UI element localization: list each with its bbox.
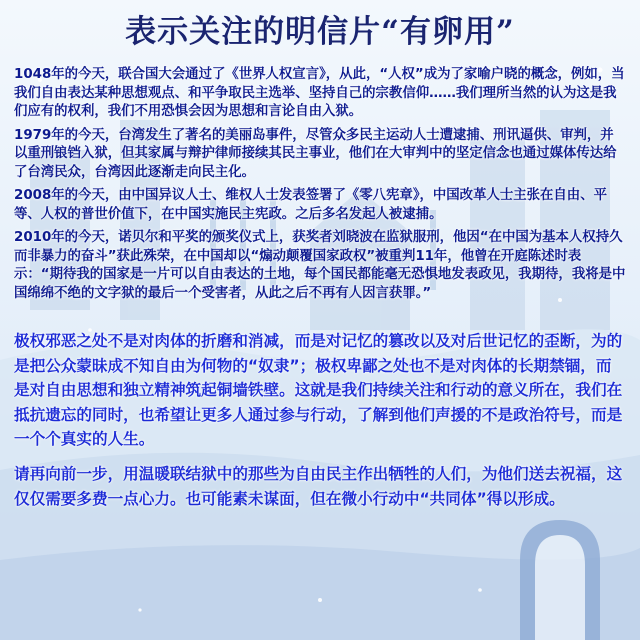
- statement-paragraph-call-to-action: 请再向前一步，用温暖联结狱中的那些为自由民主作出牺牲的人们，为他们送去祝福，这仅仅需要多费一点心力。也可能素未谋面，但在微小行动中“共同体”得以形成。: [14, 464, 623, 508]
- page-title: 表示关注的明信片“有卵用”: [125, 14, 515, 50]
- statement-paragraph-totalitarianism: 极权邪恶之处不是对肉体的折磨和消减，而是对记忆的篡改以及对后世记忆的歪断，为的是把公众蒙昧成不知自由为何物的“奴隶”；极权卑鄙之处也不是对肉体的长期禁锢，而是对自由思想和独立精神筑起铜墙铁壁。这就是我们持续关注和行动的意义所在，我们在抵抗遗忘的同时，也希望让更多人通过参与行动，了解到他们声援的不是政治符号，而是一个个真实的人生。: [14, 332, 623, 449]
- history-paragraph-1979: 1979年的今天，台湾发生了著名的美丽岛事件，尽管众多民主运动人士遭逮捕、刑讯逼供、审判，并以重刑锒铛入狱，但其家属与辩护律师接续其民主事业，他们在大审判中的坚定信念也通过媒体传达给了台湾民众，台湾因此逐渐走向民主化。: [14, 127, 617, 180]
- content-area: [14, 66, 626, 511]
- history-paragraph-1948: 1048年的今天，联合国大会通过了《世界人权宣言》，从此，“人权”成为了家喻户晓的概念，例如，当我们自由表达某种思想观点、和平争取民主选举、坚持自己的宗教信仰……我们理所当然的认为这是我们应有的权利，我们不用恐惧会因为思想和言论自由入狱。: [14, 67, 625, 119]
- history-paragraph-2008: 2008年的今天，由中国异议人士、维权人士发表签署了《零八宪章》，中国改革人士主张在自由、平等、人权的普世价值下，在中国实施民主宪政。之后多名发起人被逮捕。: [14, 188, 607, 222]
- arch-doorway: [520, 520, 600, 640]
- history-paragraph-2010: 2010年的今天，诺贝尔和平奖的颁奖仪式上，获奖者刘晓波在监狱服刑，他因“在中国为基本人权持久而非暴力的奋斗”获此殊荣，在中国却以“煽动颠覆国家政权”被重判11年，他曾在开庭陈述时表示：“期待我的国家是一片可以自由表达的土地，每个国民都能毫无恐惧地发表政见，我期待，我将是中国绵绵不绝的文字狱的最后一个受害者，从此之后不再有人因言获罪。”: [14, 230, 626, 301]
